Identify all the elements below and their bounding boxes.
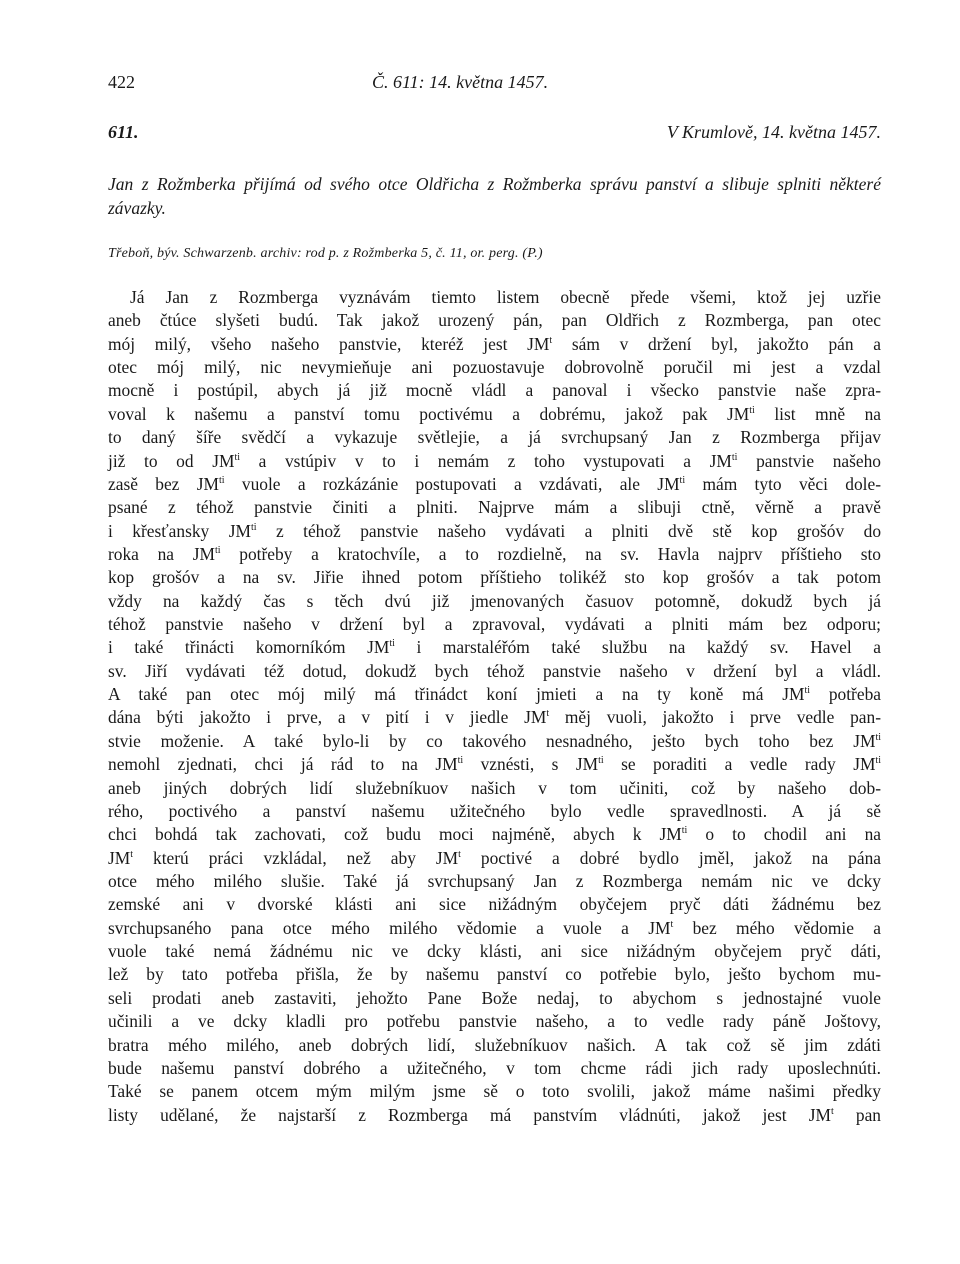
document-number: 611. (108, 122, 139, 142)
body-line: svrchupsaného pana otce mého milého vědomie a vuole a $JM^t$ bez mého vědomie a (108, 917, 881, 938)
body-line: A také pan otec mój milý má třinádct koní jmieti a na ty koně má $JM^{ti}$ potřeba (108, 684, 881, 705)
body-line: bude našemu panství dobrého a užitečného, v tom chcme rádi jich rady uposlechnúti. (108, 1057, 881, 1078)
body-line: již to od $JM^{ti}$ a vstúpiv v to i nemám z toho vystupovati a $JM^{ti}$ panstvie našeho (108, 450, 881, 471)
body-line: lež by tato potřeba přišla, že by našemu panství co potřebie bylo, ješto bychom mu- (108, 964, 881, 985)
body-line: bratra mého milého, aneb dobrých lidí, služebníkuov našich. A tak což sě jim zdáti (108, 1034, 881, 1055)
body-line: Já Jan z Rozmberga vyznávám tiemto listem obecně přede všemi, ktož jej uzřie (130, 287, 881, 307)
body-line: roka na $JM^{ti}$ potřeby a kratochvíle, a to rozdielně, na sv. Havla najprv příštieho sto (108, 543, 882, 564)
body-line: psané z téhož panstvie činiti a plniti. Najprve mám a slibuji ctně, věrně a pravě (108, 497, 881, 518)
document-regest: Jan z Rožmberka přijímá od svého otce Oldřicha z Rožmberka správu panství a slibuje splniti některé závazky. (108, 174, 881, 218)
body-line: $JM^t$ kterú práci vzkládal, než aby $JM^t$ poctivé a dobré bydlo jměl, jakož na pána (108, 847, 881, 868)
page-header (108, 72, 881, 98)
running-head: Č. 611: 14. května 1457. (372, 72, 549, 92)
body-line: chci bohdá tak zachovati, což budu moci najméně, abych k $JM^{ti}$ o to chodil ani na (108, 824, 881, 845)
body-line: kop grošóv a na sv. Jiřie ihned potom příštieho tolikéž sto kop grošóv a tak potom (108, 567, 881, 588)
body-line: vždy na každý čas s těch dvú již jmenovaných časuov potomně, dokudž bych já (108, 590, 881, 611)
body-line: aneb jiných dobrých lidí služebníkuov našich v tom učiniti, což by našeho dob- (108, 777, 881, 798)
body-line: zemské ani v dvorské klásti ani sice nižádným obyčejem pryč dáti žádnému bez (108, 894, 881, 915)
body-line: mój milý, všeho našeho panstvie, kteréž jest $JM^t$ sám v držení byl, jakožto pán a (108, 333, 881, 354)
body-line: téhož panstvie našeho v držení byl a zpravoval, vydávati a plniti mám bez odporu; (108, 614, 881, 635)
body-line: listy udělané, že najstarší z Rozmberga má panstvím vládnúti, jakož jest $JM^t$ pan (108, 1104, 881, 1125)
body-line: zasě bez $JM^{ti}$ vuole a rozkázánie postupovati a vzdávati, ale $JM^{ti}$ mám tyto věci dole- (108, 473, 881, 494)
archival-source: Třeboň, býv. Schwarzenb. archiv: rod p. z Rožmberka 5, č. 11, or. perg. (P.) (108, 246, 543, 261)
document-heading (108, 122, 881, 148)
body-line: vuole také nemá žádnému nic ve dcky klásti, ani sice nižádným obyčejem pryč dáti, (108, 941, 881, 962)
document-body-text (108, 286, 881, 1127)
page-number: 422 (108, 72, 135, 92)
body-line: rého, poctivého a panství našemu užitečného bylo vedle spravedlnosti. A já sě (108, 800, 881, 821)
body-line: to daný šíře svědčí a vykazuje světlejie, a já svrchupsaný Jan z Rozmberga přijav (108, 427, 881, 448)
body-line: seli prodati aneb zastaviti, jehožto Pane Bože nedaj, to abychom s jednostajné vuole (108, 987, 881, 1008)
body-line: mocně i postúpil, abych já již mocně vládl a panoval i všecko panstvie naše zpra- (108, 380, 881, 401)
body-line: Také se panem otcem mým milým jsme sě o toto svolili, jakož máme našimi předky (108, 1081, 881, 1102)
body-line: dána býti jakožto i prve, a v pití i v jiedle $JM^t$ měj vuoli, jakožto i prve vedle pan- (108, 707, 881, 728)
body-line: voval k našemu a panství tomu poctivému a dobrému, jakož pak $JM^{ti}$ list mně na (108, 403, 881, 424)
body-line: otec mój milý, nic nevymieňuje ani pozuostavuje dobrovolně poručil mi jest a vzdal (108, 357, 881, 378)
body-line: nemohl zjednati, chci já rád to na $JM^{ti}$ vznésti, s $JM^{ti}$ se poraditi a vedle rady $JM^{ti}$ (108, 754, 881, 775)
body-line: otce mého milého slušie. Také já svrchupsaný Jan z Rozmberga nemám nic ve dcky (108, 870, 881, 891)
document-place-date: V Krumlově, 14. května 1457. (666, 122, 881, 142)
body-line: sv. Jiří vydávati též dotud, dokudž bych téhož panstvie našeho v držení byl a vládl. (108, 660, 881, 681)
body-line: stvie moženie. A také bylo-li by co takového nesnadného, ješto bych toho bez $JM^{ti}$ (108, 730, 881, 751)
body-line: i křesťansky $JM^{ti}$ z téhož panstvie našeho vydávati a plniti dvě stě kop grošóv do (108, 520, 882, 541)
body-line: i také třinácti komorníkóm $JM^{ti}$ i marstaléřóm také službu na každý sv. Havel a (108, 637, 881, 658)
body-line: učinili a ve dcky kladli pro potřebu panstvie našeho, a to vedle rady páně Joštovy, (108, 1011, 881, 1032)
body-line: aneb čtúce slyšeti budú. Tak jakož urozený pán, pan Oldřich z Rozmberga, pan otec (108, 310, 881, 331)
